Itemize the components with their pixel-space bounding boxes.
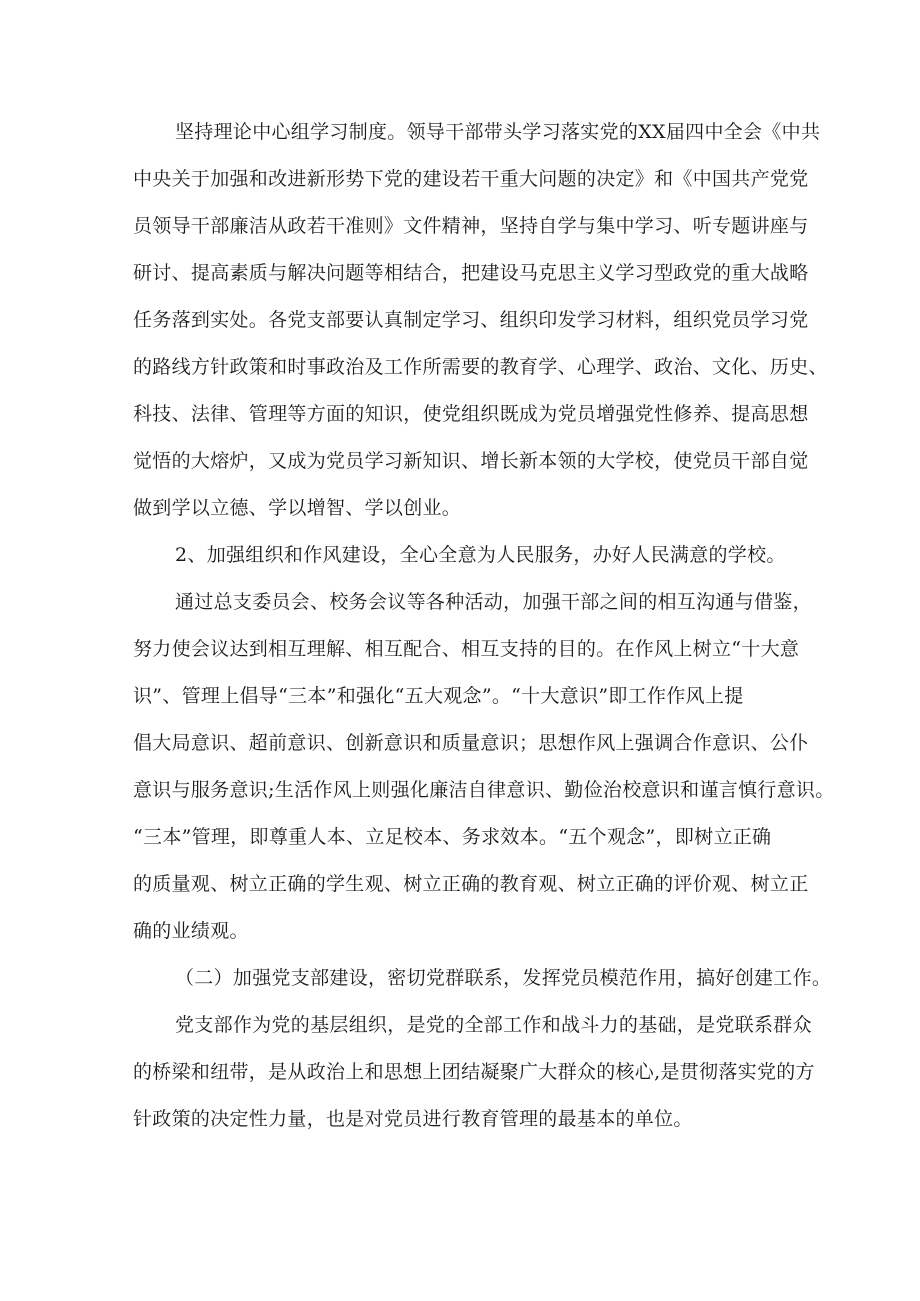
paragraph-1-line-1: 坚持理论中心组学习制度。领导干部带头学习落实党的XX届四中全会《中共: [175, 121, 821, 143]
paragraph-2-line-8: 确的业绩观。: [133, 920, 249, 942]
paragraph-2-line-4: 倡大局意识、超前意识、创新意识和质量意识；思想作风上强调合作意识、公仆: [133, 732, 809, 754]
paragraph-2-line-3: 识”、管理上倡导“三本”和强化“五大观念”。“十大意识”即工作作风上提: [133, 685, 744, 707]
paragraph-2-line-1: 通过总支委员会、校务会议等各种活动，加强干部之间的相互沟通与借鉴，: [175, 591, 812, 613]
section-heading-2: 2、加强组织和作风建设，全心全意为人民服务，办好人民满意的学校。: [175, 544, 786, 566]
paragraph-3-line-2: 的桥梁和纽带，是从政治上和思想上团结凝聚广大群众的核心,是贯彻落实党的方: [133, 1061, 815, 1083]
paragraph-1-line-8: 觉悟的大熔炉，又成为党员学习新知识、增长新本领的大学校，使党员干部自觉: [133, 450, 809, 472]
paragraph-2-line-7: 的质量观、树立正确的学生观、树立正确的教育观、树立正确的评价观、树立正: [133, 873, 809, 895]
paragraph-2-line-6: “三本”管理，即尊重人本、立足校本、务求效本。“五个观念”，即树立正确: [133, 826, 772, 848]
paragraph-3-line-3: 针政策的决定性力量，也是对党员进行教育管理的最基本的单位。: [133, 1108, 693, 1130]
paragraph-2-line-2: 努力使会议达到相互理解、相互配合、相互支持的目的。在作风上树立“十大意: [133, 638, 800, 660]
paragraph-1-line-7: 科技、法律、管理等方面的知识，使党组织既成为党员增强党性修养、提高思想: [133, 403, 809, 425]
paragraph-1-line-4: 研讨、提高素质与解决问题等相结合，把建设马克思主义学习型政党的重大战略: [133, 262, 809, 284]
section-heading-er: （二）加强党支部建设，密切党群联系，发挥党员模范作用，搞好创建工作。: [175, 967, 832, 989]
paragraph-1-line-9: 做到学以立德、学以增智、学以创业。: [133, 497, 462, 519]
paragraph-1-line-2: 中央关于加强和改进新形势下党的建设若干重大问题的决定》和《中国共产党党: [133, 168, 809, 190]
paragraph-2-line-5: 意识与服务意识;生活作风上则强化廉洁自律意识、勤俭治校意识和谨言慎行意识。: [133, 779, 835, 801]
paragraph-1-line-6: 的路线方针政策和时事政治及工作所需要的教育学、心理学、政治、文化、历史、: [133, 356, 828, 378]
paragraph-3-line-1: 党支部作为党的基层组织，是党的全部工作和战斗力的基础，是党联系群众: [175, 1014, 812, 1036]
paragraph-1-line-5: 任务落到实处。各党支部要认真制定学习、组织印发学习材料，组织党员学习党: [133, 309, 809, 331]
paragraph-1-line-3: 员领导干部廉洁从政若干准则》文件精神，坚持自学与集中学习、听专题讲座与: [133, 215, 809, 237]
